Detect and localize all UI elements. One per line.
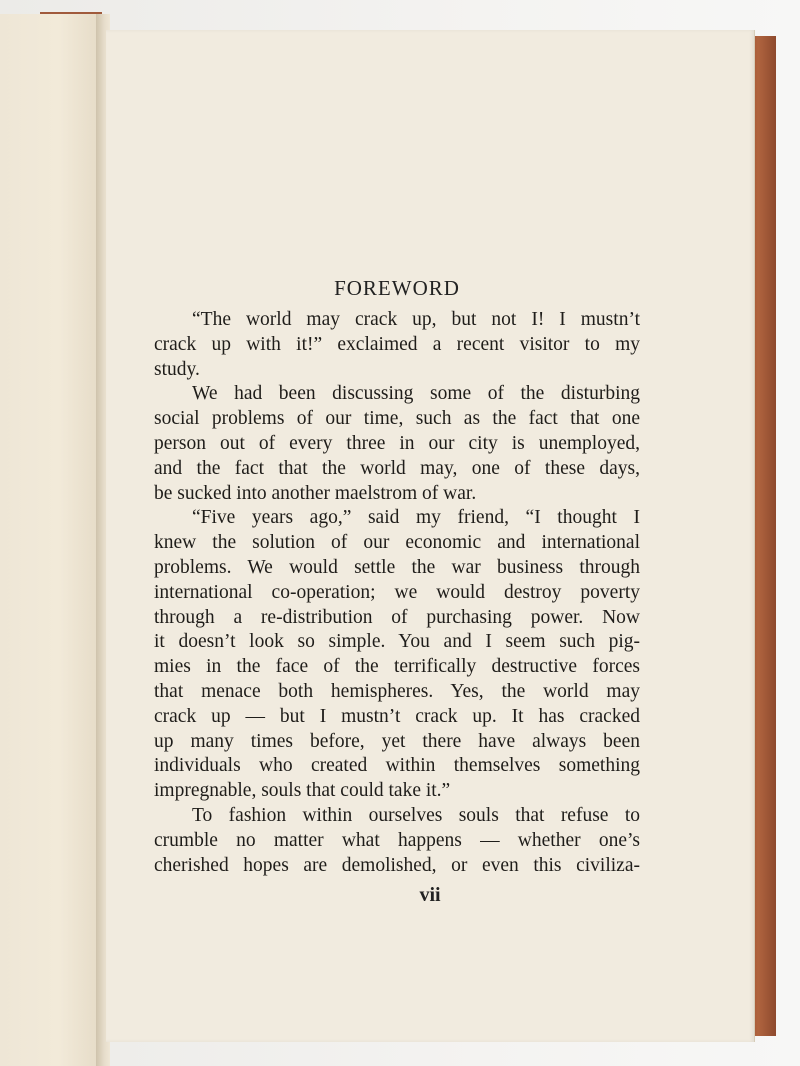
text-line: We had been discussing some of the disturbing [192,383,640,405]
text-line: “Five years ago,” said my friend, “I thought I [192,507,640,529]
text-line: impregnable, souls that could take it.” [154,780,451,802]
text-line: up many times before, yet there have always been [154,730,640,752]
page-title: FOREWORD [334,276,460,300]
text-line: it doesn’t look so simple. You and I seem such pig- [154,631,640,653]
text-line: crack up with it!” exclaimed a recent visitor to my [154,333,640,355]
page-number: vii [419,884,441,906]
text-line: study. [154,358,200,380]
text-line: international co-operation; we would destroy poverty [154,581,640,603]
text-line: mies in the face of the terrifically destructive forces [154,656,640,678]
text-line: To fashion within ourselves souls that refuse to [192,804,640,826]
text-line: knew the solution of our economic and international [154,532,640,554]
text-line: cherished hopes are demolished, or even this civiliza- [154,854,640,876]
text-line: and the fact that the world may, one of these days, [154,457,640,479]
page-text-block [154,272,640,878]
text-line: crumble no matter what happens — whether one’s [154,829,640,851]
text-line: social problems of our time, such as the fact that one [154,408,640,430]
text-line: be sucked into another maelstrom of war. [154,482,477,504]
text-line: that menace both hemispheres. Yes, the world may [154,680,640,702]
text-line: “The world may crack up, but not I! I mustn’t [192,309,640,330]
text-line: crack up — but I mustn’t crack up. It has cracked [154,705,640,727]
text-line: problems. We would settle the war business through [154,556,640,578]
text-line: person out of every three in our city is unemployed, [154,432,640,454]
text-line: individuals who created within themselves something [154,755,640,777]
left-page [0,14,99,1066]
foreword-body [154,308,640,878]
text-line: through a re-distribution of purchasing power. Now [154,606,640,628]
